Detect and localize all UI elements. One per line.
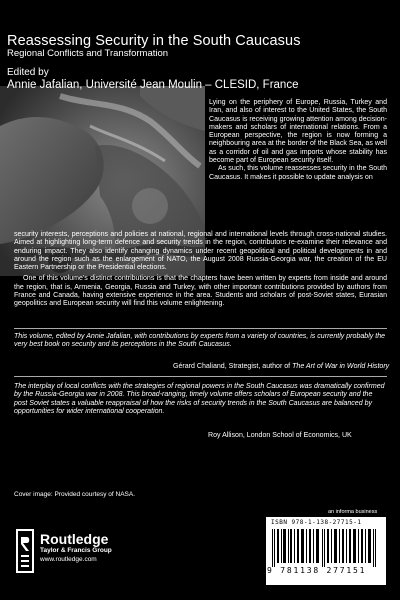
- publisher-group: Taylor & Francis Group: [40, 547, 112, 554]
- divider: [14, 328, 387, 329]
- endorsement-1-quote: This volume, edited by Annie Jafalian, with contributions by experts from a variety of countries, is currently probably the very best book on security and its perceptions in the South Caucasus.: [14, 333, 386, 349]
- publisher-url[interactable]: www.routledge.com: [40, 556, 97, 563]
- description-paragraph-2-rest: security interests, perceptions and policies at national, regional and international levels through cross-national studies. Aimed at highlighting long-term defence and security trends in the region, contributors re-examine their relevance and enduring impact. They also identify changing dynamics under recent geopolitical and political developments in and around the region such as the enlargement of NATO, the August 2008 Russia-Georgia war, the creation of the EU Eastern Partnership or the Presidential elections.: [14, 231, 387, 272]
- isbn-text: ISBN 978-1-138-27715-1: [271, 519, 362, 526]
- endorsement-1-author: [173, 363, 389, 371]
- book-title: Reassessing Security in the South Caucasus: [7, 33, 301, 49]
- barcode-digits: 9 781138 277151: [267, 566, 367, 575]
- edited-by-label: Edited by: [7, 67, 49, 78]
- endorsement-2-author: Roy Allison, London School of Economics, UK: [208, 432, 352, 439]
- description-paragraph-1: Lying on the periphery of Europe, Russia, Turkey and Iran, and also of interest to the United States, the South Caucasus is receiving growing attention among decision-makers and scholars of international relations. From a European perspective, the region is now forming a neighbouring area at the border of the Black Sea, as well as a corridor of oil and gas imports whose stability has become part of European security itself.: [209, 99, 387, 165]
- description-paragraph-3: One of this volume's distinct contributions is that the chapters have been written by experts from inside and around the region, that is, Armenia, Georgia, Russia and Turkey, with other important contributions provided by authors from France and Canada, having extensive experience in the area. Students and scholars of post-Soviet states, Eurasian geopolitics and European security will find this volume enlightening.: [14, 275, 387, 308]
- barcode: [266, 517, 386, 585]
- endorsement-1-author-name: Gérard Chaliand, Strategist, author of: [173, 363, 291, 370]
- description-top: [209, 99, 387, 182]
- editor-name: Annie Jafalian, Université Jean Moulin – CLESID, France: [7, 79, 299, 91]
- barcode-bars: [272, 529, 380, 567]
- description-bottom: [14, 231, 387, 309]
- description-paragraph-2-start: As such, this volume reassesses security in the South Caucasus. It makes it possible to update analysis on: [209, 165, 387, 181]
- book-subtitle: Regional Conflicts and Transformation: [7, 48, 169, 59]
- endorsement-2-quote: The interplay of local conflicts with the strategies of regional powers in the South Caucasus was dramatically confirmed by the Russia-Georgia war in 2008. This broad-ranging, timely volume offers scholars of European security and the post Soviet states a valuable reappraisal of how the risks of security trends in the South Caucasus are balanced by opportunities for wider international cooperation.: [14, 383, 385, 415]
- publisher-name: Routledge: [40, 531, 109, 547]
- divider: [14, 376, 387, 377]
- cover-credit: Cover image: Provided courtesy of NASA.: [14, 491, 136, 498]
- routledge-logo-icon: [16, 529, 34, 573]
- endorsement-1-work: The Art of War in World History: [292, 363, 390, 370]
- informa-label: an informa business: [328, 509, 378, 515]
